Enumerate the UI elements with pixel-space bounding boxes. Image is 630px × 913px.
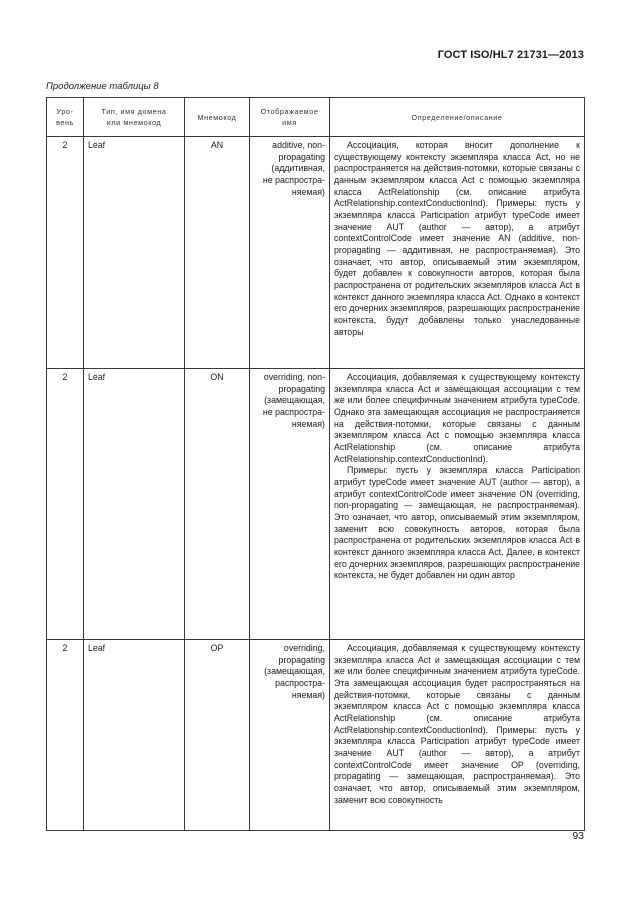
cell-definition [330,369,585,640]
definition-paragraph: Ассоциация, добавляемая к существующему контексту экземпляра класса Act и замещающая ассоциации с тем же или более специфичным значением атрибута typeCode. Эта замещающая ассоциация будет распространяться на действия-потомки, которые связаны с данным экземпляром класса Act с помощью экземпляра класса ActRelationship (см. описание атрибута ActRelationship.contextConductionInd). Примеры: пусть у экземпляра класса Participation атрибут typeCode имеет значение AUT (author — автор), а атрибут contextControlCode имеет значение OP (overriding, propagating — замещающая, распространяемая). Это означает, что автор, описываемый этим экземпляром, заменит всю совокупность [334,643,580,805]
header-level: Уро- вень [47,98,84,137]
table-row [47,640,585,831]
table-header-row [47,98,585,137]
definition-paragraph: Примеры: пусть у экземпляра класса Participation атрибут typeCode имеет значение AUT (author — автор), а атрибут contextControlCode имеет значение ON (overriding, non-propagating — замещающая, не распространяемая). Это означает, что автор, описываемый этим экземпляром, заменит всю совокупность авторов, которая была распространена от родительских экземпляров класса Act в контекст данного экземпляра класса Act. Далее, в контекст его дочерних экземпляров, разрешающих распространение контекста, не будет добавлен ни один автор [334,465,580,581]
cell-name: Leaf [84,137,185,369]
cell-display-name: additive, non- propagating (аддитивная, не распростра- няемая) [250,137,330,369]
header-definition: Определение/описание [330,98,585,137]
header-name: Тип, имя домена или мнемокод [84,98,185,137]
cell-display-name: overriding, non- propagating (замещающая, не распростра- няемая) [250,369,330,640]
cell-definition [330,640,585,831]
cell-level: 2 [47,137,84,369]
table-continuation-caption: Продолжение таблицы 8 [46,81,159,92]
cell-mnemonic: ON [185,369,250,640]
page-number: 93 [572,830,584,842]
table-row [47,137,585,369]
cell-mnemonic: AN [185,137,250,369]
header-mnemonic: Мнемокод [185,98,250,137]
standard-designation: ГОСТ ISO/HL7 21731—2013 [437,49,584,61]
cell-level: 2 [47,640,84,831]
cell-definition [330,137,585,369]
cell-name: Leaf [84,369,185,640]
cell-mnemonic: OP [185,640,250,831]
table-row [47,369,585,640]
definition-paragraph: Ассоциация, добавляемая к существующему контексту экземпляра класса Act и замещающая ассоциации с тем же или более специфичным значением атрибута typeCode. Однако эта замещающая ассоциация не распространяется на действия-потомки, которые связаны с данным экземпляром класса Act с помощью экземпляра класса ActRelationship (см. описание атрибута ActRelationship.contextConductionInd). [334,372,580,464]
cell-level: 2 [47,369,84,640]
cell-display-name: overriding, propagating (замещающая, распростра- няемая) [250,640,330,831]
header-display-name: Отображаемое имя [250,98,330,137]
definition-paragraph: Ассоциация, которая вносит дополнение к существующему контексту экземпляра класса Act, но не распространяется на действия-потомки, которые связаны с данным экземпляром класса Act с помощью экземпляра класса ActRelationship (см. описание атрибута ActRelationship.contextConductionInd). Примеры: пусть у экземпляра класса Participation атрибут typeCode имеет значение AUT (author — автор), а атрибут contextControlCode имеет значение AN (additive, non-propagating — аддитивная, не распространяемая). Это означает, что автор, описываемый этим экземпляром, будет добавлен к совокупности авторов, которая была распространена от родительских экземпляров класса Act в контекст данного экземпляра класса Act. Однако в контекст его дочерних экземпляров, разрешающих распространение контекста, будут добавлены только унаследованные авторы [334,140,580,337]
terms-table [46,97,585,831]
cell-name: Leaf [84,640,185,831]
